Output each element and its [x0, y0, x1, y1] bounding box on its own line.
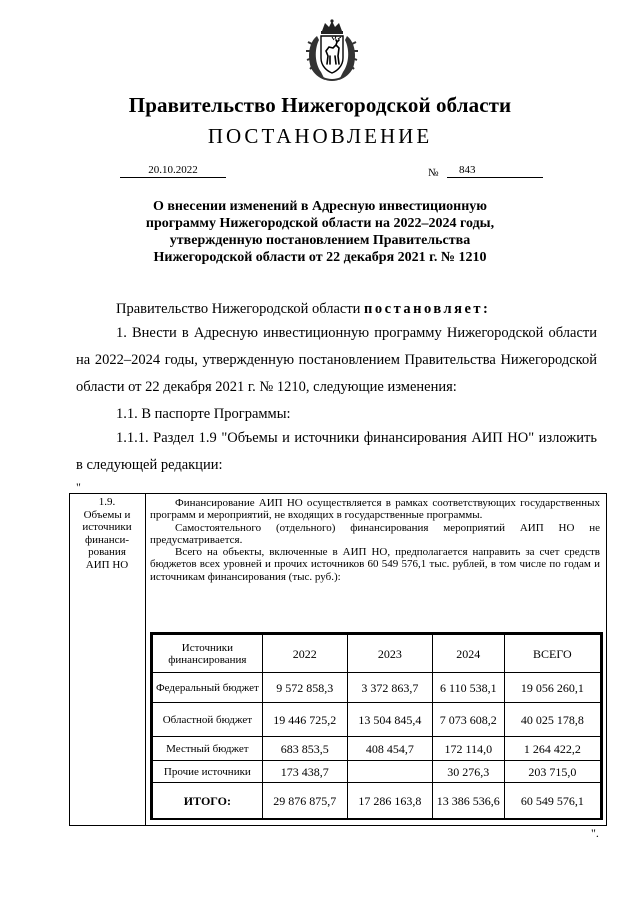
- table-cell: 19 056 260,1: [504, 673, 600, 703]
- table-row: [153, 673, 601, 703]
- subject-line: программу Нижегородской области на 2022–2024 годы,: [145, 216, 495, 231]
- section-title-line: рования: [88, 546, 126, 558]
- table-cell: 6 110 538,1: [432, 673, 504, 703]
- header-cell: 2023: [347, 635, 432, 673]
- header-cell: ВСЕГО: [504, 635, 600, 673]
- table-cell: [347, 761, 432, 783]
- row-label: Местный бюджет: [153, 737, 263, 761]
- table-cell: 17 286 163,8: [347, 783, 432, 819]
- document-number: 843: [447, 164, 543, 178]
- table-cell: 29 876 875,7: [262, 783, 347, 819]
- subject-line: О внесении изменений в Адресную инвестиционную: [152, 199, 488, 214]
- clause-1: 1. Внести в Адресную инвестиционную программу Нижегородской области на 2022–2024 годы, утвержденную постановлением Правительства Нижегородской области от 22 декабря 2021 г. № 1210, следующие изменения:: [76, 325, 597, 395]
- table-cell: 60 549 576,1: [504, 783, 600, 819]
- table-row: [153, 703, 601, 737]
- header-cell: 2022: [262, 635, 347, 673]
- row-label: Федеральный бюджет: [153, 673, 263, 703]
- table-cell: 13 504 845,4: [347, 703, 432, 737]
- row-label: ИТОГО:: [153, 783, 263, 819]
- resolution-verb: постановляет:: [364, 301, 491, 317]
- document-kind: ПОСТАНОВЛЕНИЕ: [207, 124, 433, 148]
- table-cell: 7 073 608,2: [432, 703, 504, 737]
- section-content: [150, 497, 600, 583]
- coat-of-arms-icon: [303, 18, 361, 82]
- table-cell: 203 715,0: [504, 761, 600, 783]
- table-cell: 173 438,7: [262, 761, 347, 783]
- resolution-subject: Правительство Нижегородской области: [116, 301, 365, 317]
- document-subject: [120, 198, 520, 266]
- table-cell: 9 572 858,3: [262, 673, 347, 703]
- table-row: [153, 737, 601, 761]
- content-paragraph: Всего на объекты, включенные в АИП НО, предполагается направить за счет средств бюджетов всех уровней и прочих источников 60 549 576,1 тыс. рублей, в том числе по годам и источникам финансирования (тыс. руб.):: [150, 546, 600, 583]
- section-title-line: Объемы и: [83, 508, 131, 521]
- table-cell: 683 853,5: [262, 737, 347, 761]
- table-cell: 3 372 863,7: [347, 673, 432, 703]
- subject-line: Нижегородской области от 22 декабря 2021 г. № 1210: [153, 250, 487, 265]
- table-cell: 408 454,7: [347, 737, 432, 761]
- header-cell: Источники финансирования: [153, 635, 263, 673]
- closing-quote: ".: [591, 826, 599, 840]
- table-cell: 19 446 725,2: [262, 703, 347, 737]
- clause-1-1: 1.1. В паспорте Программы:: [116, 406, 291, 422]
- section-number: 1.9.: [98, 496, 116, 508]
- table-cell: 172 114,0: [432, 737, 504, 761]
- document-date: 20.10.2022: [120, 164, 226, 178]
- section-title-line: АИП НО: [85, 558, 129, 571]
- table-cell: 30 276,3: [432, 761, 504, 783]
- table-row: [153, 761, 601, 783]
- section-title-line: финанси-: [84, 533, 130, 546]
- resolution-intro: [76, 296, 597, 323]
- clause-1-1-1: 1.1.1. Раздел 1.9 "Объемы и источники финансирования АИП НО" изложить в следующей редакции:: [76, 430, 597, 473]
- content-paragraph: Самостоятельного (отдельного) финансирования мероприятий АИП НО не предусматривается.: [150, 521, 600, 546]
- financing-table: [150, 632, 603, 820]
- table-header-row: [153, 635, 601, 673]
- government-name: Правительство Нижегородской области: [128, 93, 512, 117]
- table-total-row: [153, 783, 601, 819]
- content-paragraph: Финансирование АИП НО осуществляется в рамках соответствующих государственных программ и мероприятий, не входящих в государственные программы.: [150, 497, 600, 522]
- opening-quote: ": [76, 480, 81, 494]
- header-cell: 2024: [432, 635, 504, 673]
- table-cell: 1 264 422,2: [504, 737, 600, 761]
- row-label: Областной бюджет: [153, 703, 263, 737]
- table-cell: 40 025 178,8: [504, 703, 600, 737]
- section-label-cell: [69, 493, 146, 826]
- section-title-line: источники: [82, 521, 132, 533]
- number-sign: №: [428, 167, 439, 179]
- table-cell: 13 386 536,6: [432, 783, 504, 819]
- subject-line: утвержденную постановлением Правительства: [169, 233, 471, 248]
- row-label: Прочие источники: [153, 761, 263, 783]
